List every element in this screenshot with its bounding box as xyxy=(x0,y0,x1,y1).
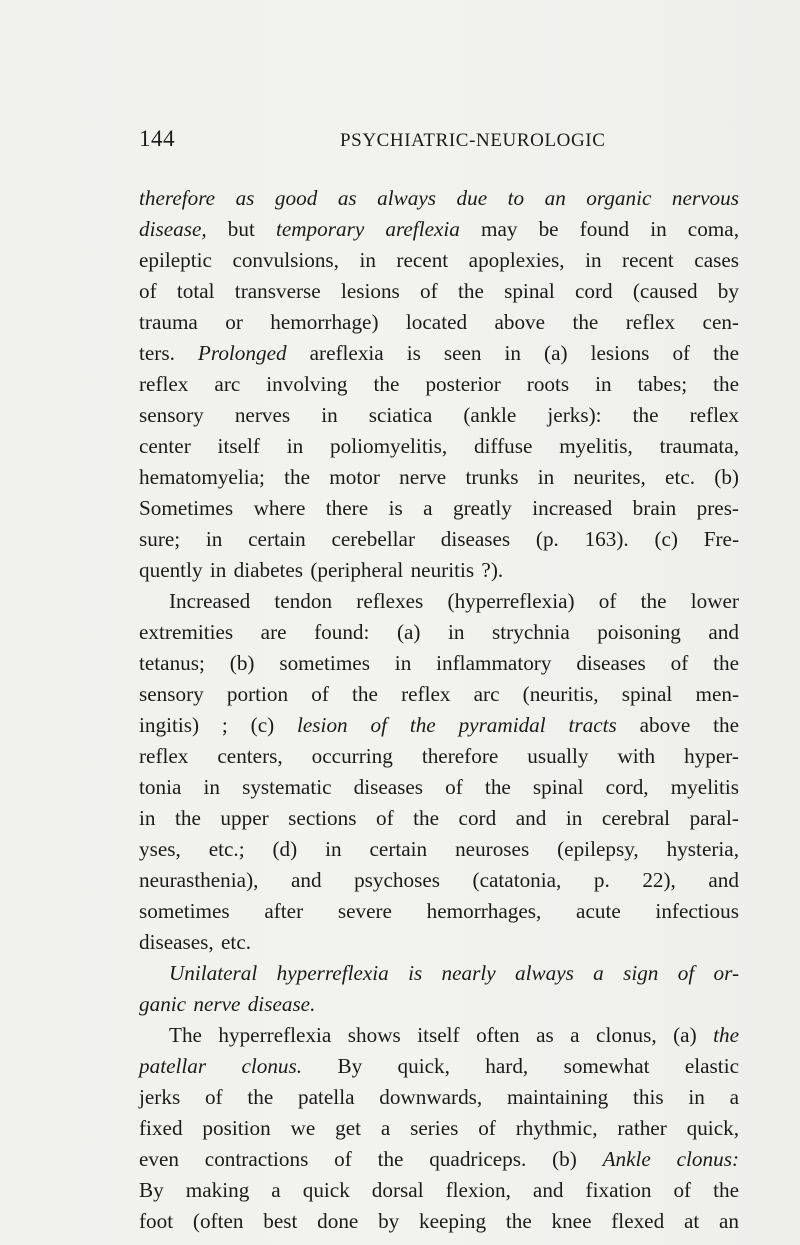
text-segment: extremities are found: (a) in strychnia poisoning and xyxy=(139,620,739,644)
italic-text: lesion of the pyramidal tracts xyxy=(297,713,617,737)
text-line xyxy=(139,431,739,462)
text-segment: By making a quick dorsal flexion, and fixation of the xyxy=(139,1178,739,1202)
text-segment: quently in diabetes (peripheral neuritis ?). xyxy=(139,558,504,582)
text-segment: tetanus; (b) sometimes in inflammatory diseases of the xyxy=(139,651,739,675)
text-segment: neurasthenia), and psychoses (catatonia, p. 22), and xyxy=(139,868,739,892)
text-segment: ters. xyxy=(139,341,198,365)
italic-text: patellar clonus. xyxy=(139,1054,303,1078)
text-segment: even contractions of the quadriceps. (b) xyxy=(139,1147,603,1171)
text-line xyxy=(139,1175,739,1206)
text-line xyxy=(139,648,739,679)
text-line xyxy=(139,865,739,896)
text-line xyxy=(139,1051,739,1082)
text-line xyxy=(139,214,739,245)
text-line xyxy=(139,307,739,338)
italic-text: the xyxy=(713,1023,739,1047)
text-segment: reflex centers, occurring therefore usually with hyper- xyxy=(139,744,739,768)
text-line xyxy=(139,834,739,865)
text-segment: but xyxy=(206,217,276,241)
text-line xyxy=(139,524,739,555)
text-line xyxy=(139,958,739,989)
text-line xyxy=(139,493,739,524)
text-segment: The hyperreflexia shows itself often as a clonus, (a) xyxy=(169,1023,714,1047)
text-segment: in the upper sections of the cord and in cerebral paral- xyxy=(139,806,739,830)
text-segment: trauma or hemorrhage) located above the reflex cen- xyxy=(139,310,739,334)
text-segment: jerks of the patella downwards, maintaining this in a xyxy=(139,1085,739,1109)
italic-text: therefore as good as always due to an organic nervous xyxy=(139,186,739,210)
text-line xyxy=(139,1206,739,1237)
text-line xyxy=(139,772,739,803)
text-segment: reflex arc involving the posterior roots in tabes; the xyxy=(139,372,739,396)
text-line xyxy=(139,741,739,772)
text-line xyxy=(139,1082,739,1113)
text-line xyxy=(139,555,739,586)
text-line xyxy=(139,400,739,431)
text-segment: Sometimes where there is a greatly increased brain pres- xyxy=(139,496,739,520)
text-segment: foot (often best done by keeping the knee flexed at an xyxy=(139,1209,739,1233)
italic-text: disease, xyxy=(139,217,207,241)
page-number: 144 xyxy=(139,126,175,151)
text-segment: Increased tendon reflexes (hyperreflexia) of the lower xyxy=(169,589,739,613)
text-segment: may be found in coma, xyxy=(459,217,739,241)
text-segment: sometimes after severe hemorrhages, acute infectious xyxy=(139,899,739,923)
text-line xyxy=(139,1144,739,1175)
text-line xyxy=(139,462,739,493)
italic-text: ganic nerve disease. xyxy=(139,992,316,1016)
text-segment: epileptic convulsions, in recent apoplexies, in recent cases xyxy=(139,248,739,272)
italic-text: temporary areflexia xyxy=(275,217,460,241)
text-segment: yses, etc.; (d) in certain neuroses (epilepsy, hysteria, xyxy=(139,837,739,861)
italic-text: Prolonged xyxy=(197,341,287,365)
text-segment: ingitis) ; (c) xyxy=(139,713,298,737)
text-line xyxy=(139,1113,739,1144)
text-segment: center itself in poliomyelitis, diffuse myelitis, traumata, xyxy=(139,434,739,458)
italic-text: Unilateral hyperreflexia is nearly always a sign of or- xyxy=(169,961,739,985)
text-line xyxy=(139,803,739,834)
text-line xyxy=(139,245,739,276)
text-segment: of total transverse lesions of the spinal cord (caused by xyxy=(139,279,739,303)
text-segment: sensory nerves in sciatica (ankle jerks): the reflex xyxy=(139,403,739,427)
text-line xyxy=(139,586,739,617)
text-segment: above the xyxy=(616,713,739,737)
italic-text: Ankle clonus: xyxy=(602,1147,740,1171)
text-line xyxy=(139,617,739,648)
text-line xyxy=(139,369,739,400)
text-line xyxy=(139,183,739,214)
text-segment: fixed position we get a series of rhythmic, rather quick, xyxy=(139,1116,739,1140)
text-segment: sure; in certain cerebellar diseases (p. 163). (c) Fre- xyxy=(139,527,739,551)
text-segment: areflexia is seen in (a) lesions of the xyxy=(286,341,740,365)
text-segment: hematomyelia; the motor nerve trunks in neurites, etc. (b) xyxy=(139,465,739,489)
body-text xyxy=(139,183,739,1237)
text-line xyxy=(139,896,739,927)
running-head: PSYCHIATRIC-NEUROLOGIC xyxy=(340,130,606,151)
text-segment: By quick, hard, somewhat elastic xyxy=(302,1054,739,1078)
text-line xyxy=(139,276,739,307)
text-segment: diseases, etc. xyxy=(139,930,252,954)
page-header xyxy=(139,126,739,156)
text-line xyxy=(139,1020,739,1051)
text-line xyxy=(139,338,739,369)
text-line xyxy=(139,989,739,1020)
text-line xyxy=(139,927,739,958)
text-line xyxy=(139,679,739,710)
text-segment: tonia in systematic diseases of the spinal cord, myelitis xyxy=(139,775,739,799)
text-segment: sensory portion of the reflex arc (neuritis, spinal men- xyxy=(139,682,739,706)
text-line xyxy=(139,710,739,741)
